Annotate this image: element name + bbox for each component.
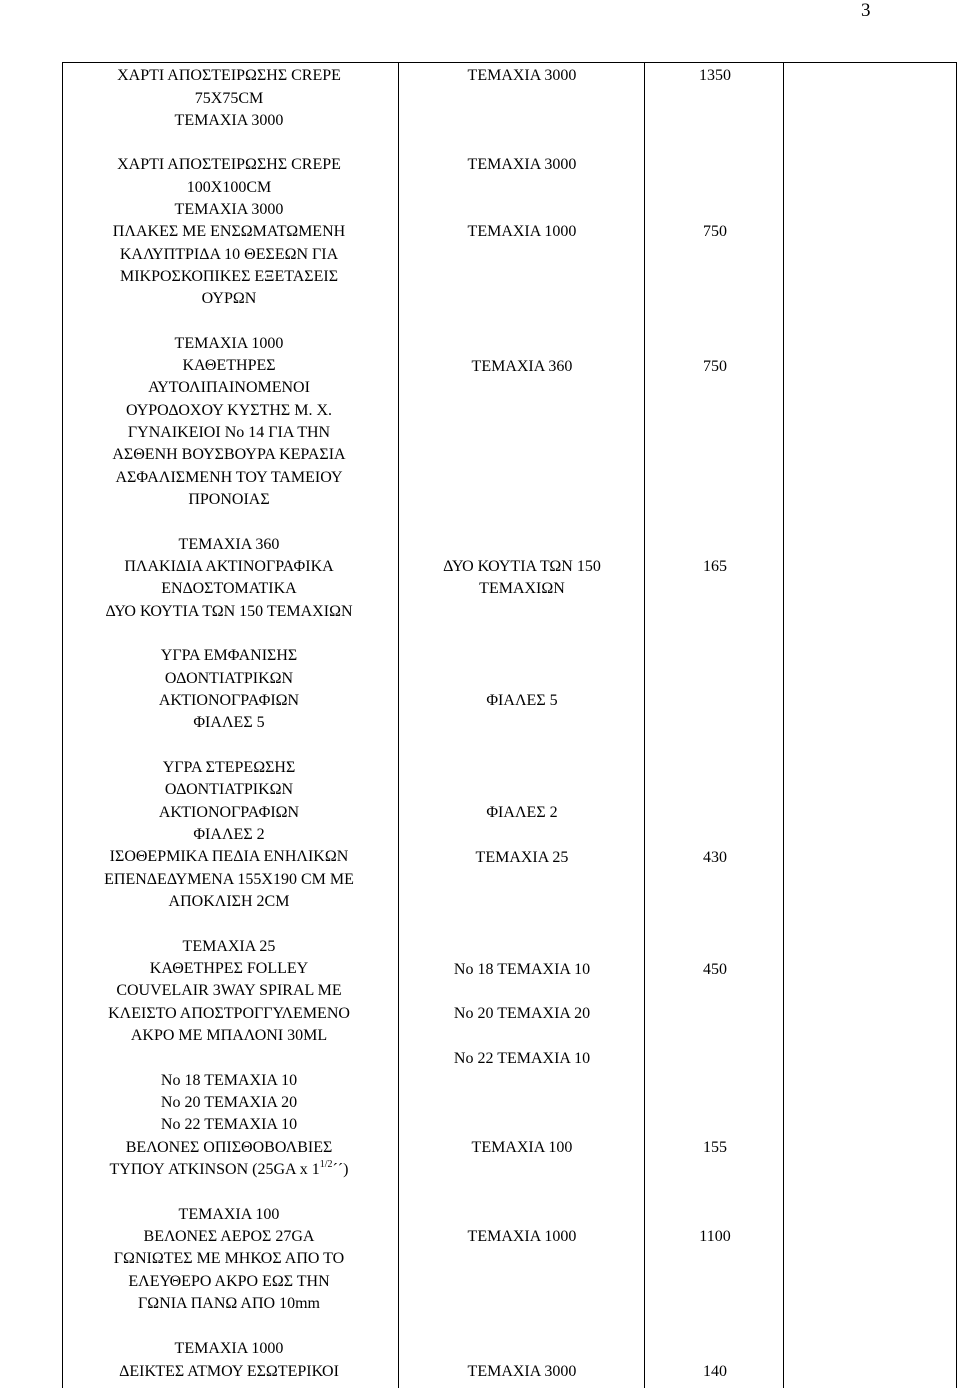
row-10-description-tail: ´´): [332, 1161, 349, 1178]
row-9-quantity-line-1: Νο 18 ΤΕΜΑΧΙΑ 10: [453, 961, 591, 978]
row-10-price: 155: [703, 1139, 727, 1156]
row-12-price: 140: [703, 1363, 727, 1380]
page-number: 3: [861, 0, 871, 21]
row-3-description-line-6: ΤΕΜΑΧΙΑ 1000: [174, 335, 284, 352]
row-11-description-line-6: ΤΕΜΑΧΙΑ 1000: [174, 1340, 284, 1357]
row-9-description-line-2: COUVELAIR 3WAY SPIRAL ΜΕ: [116, 982, 342, 999]
row-3-price: 750: [703, 223, 727, 240]
row-12-description: ΔΕΙΚΤΕΣ ΑΤΜΟΥ ΕΣΩΤΕΡΙΚΟΙ: [119, 1363, 339, 1380]
row-10-description-line-2: [64, 1159, 394, 1183]
row-1-quantity: ΤΕΜΑΧΙΑ 3000: [467, 67, 577, 84]
row-5-quantity-line-1: ΔΥΟ ΚΟΥΤΙΑ ΤΩΝ 150: [443, 558, 601, 575]
row-12-quantity: ΤΕΜΑΧΙΑ 3000: [467, 1363, 577, 1380]
table-border-right: [956, 62, 957, 1388]
row-6-description-line-4: ΦΙΑΛΕΣ 5: [193, 714, 265, 731]
row-4-description-line-2: ΑΥΤΟΛΙΠΑΙΝΟΜΕΝΟΙ: [148, 379, 310, 396]
row-9-description-line-1: ΚΑΘΕΤΗΡΕΣ FOLLEY: [149, 960, 309, 977]
row-5-price: 165: [703, 558, 727, 575]
row-1-description-line-3: ΤΕΜΑΧΙΑ 3000: [174, 112, 284, 129]
table-border-left: [62, 62, 63, 1388]
row-10-description-line-4: ΤΕΜΑΧΙΑ 100: [178, 1206, 280, 1223]
row-2-description-line-1: ΧΑΡΤΙ ΑΠΟΣΤΕΙΡΩΣΗΣ CREPE: [117, 156, 341, 173]
row-3-description-line-3: ΜΙΚΡΟΣΚΟΠΙΚΕΣ ΕΞΕΤΑΣΕΙΣ: [119, 268, 338, 285]
row-8-price: 430: [703, 849, 727, 866]
row-8-quantity: ΤΕΜΑΧΙΑ 25: [475, 849, 569, 866]
row-7-description-line-3: ΑΚΤΙΟΝΟΓΡΑΦΙΩΝ: [158, 804, 300, 821]
row-10-description-superscript: 1/2: [319, 1159, 333, 1170]
row-7-description-line-1: ΥΓΡΑ ΣΤΕΡΕΩΣΗΣ: [162, 759, 296, 776]
row-4-description-line-9: ΤΕΜΑΧΙΑ 360: [178, 536, 280, 553]
row-4-description-line-1: ΚΑΘΕΤΗΡΕΣ: [182, 357, 276, 374]
row-7-description-line-4: ΦΙΑΛΕΣ 2: [193, 826, 265, 843]
row-11-description-line-4: ΓΩΝΙΑ ΠΑΝΩ ΑΠΟ 10mm: [138, 1295, 320, 1312]
column-divider-3: [783, 62, 784, 1388]
row-8-description-line-3: ΑΠΟΚΛΙΣΗ 2CM: [168, 893, 290, 910]
row-11-quantity: ΤΕΜΑΧΙΑ 1000: [467, 1228, 577, 1245]
row-11-description-line-1: ΒΕΛΟΝΕΣ ΑΕΡΟΣ 27GA: [143, 1228, 315, 1245]
row-9-description-line-8: Νο 22 ΤΕΜΑΧΙΑ 10: [160, 1116, 298, 1133]
column-divider-2: [644, 62, 645, 1388]
row-7-quantity: ΦΙΑΛΕΣ 2: [486, 804, 558, 821]
row-10-description-line-1: ΒΕΛΟΝΕΣ ΟΠΙΣΘΟΒΟΛΒΙΕΣ: [125, 1139, 333, 1156]
row-11-description-line-3: ΕΛΕΥΘΕΡΟ ΑΚΡΟ ΕΩΣ ΤΗΝ: [128, 1273, 330, 1290]
row-9-description-line-7: Νο 20 ΤΕΜΑΧΙΑ 20: [160, 1094, 298, 1111]
row-7-description-line-2: ΟΔΟΝΤΙΑΤΡΙΚΩΝ: [164, 781, 294, 798]
row-2-quantity: ΤΕΜΑΧΙΑ 3000: [467, 156, 577, 173]
row-11-price: 1100: [699, 1228, 731, 1245]
row-3-description-line-1: ΠΛΑΚΕΣ ΜΕ ΕΝΣΩΜΑΤΩΜΕΝΗ: [112, 223, 346, 240]
row-6-description-line-1: ΥΓΡΑ ΕΜΦΑΝΙΣΗΣ: [160, 647, 298, 664]
row-2-description-line-3: ΤΕΜΑΧΙΑ 3000: [174, 201, 284, 218]
row-6-description-line-3: ΑΚΤΙΟΝΟΓΡΑΦΙΩΝ: [158, 692, 300, 709]
row-9-description-line-6: Νο 18 ΤΕΜΑΧΙΑ 10: [160, 1072, 298, 1089]
row-5-description-line-1: ΠΛΑΚΙΔΙΑ ΑΚΤΙΝΟΓΡΑΦΙΚΑ: [124, 558, 334, 575]
row-6-quantity: ΦΙΑΛΕΣ 5: [486, 692, 558, 709]
row-6-description-line-2: ΟΔΟΝΤΙΑΤΡΙΚΩΝ: [164, 670, 294, 687]
row-4-description-line-6: ΑΣΦΑΛΙΣΜΕΝΗ ΤΟΥ ΤΑΜΕΙΟΥ: [115, 469, 343, 486]
row-4-description-line-3: ΟΥΡΟΔΟΧΟΥ ΚΥΣΤΗΣ Μ. Χ.: [125, 402, 333, 419]
row-1-description-line-2: 75Χ75CM: [194, 90, 264, 107]
row-4-description-line-5: ΑΣΘΕΝΗ ΒΟΥΣΒΟΥΡΑ ΚΕΡΑΣΙΑ: [112, 446, 346, 463]
row-3-description-line-2: ΚΑΛΥΠΤΡΙΔΑ 10 ΘΕΣΕΩΝ ΓΙΑ: [119, 246, 339, 263]
row-2-description-line-2: 100Χ100CM: [186, 179, 272, 196]
row-4-quantity: ΤΕΜΑΧΙΑ 360: [471, 358, 573, 375]
row-10-description-line-2-text: ΤΥΠΟΥ ATKINSON (25GA x 1: [109, 1161, 320, 1178]
row-4-description-line-7: ΠΡΟΝΟΙΑΣ: [188, 491, 270, 508]
row-1-description-line-1: ΧΑΡΤΙ ΑΠΟΣΤΕΙΡΩΣΗΣ CREPE: [117, 67, 341, 84]
row-8-description-line-5: ΤΕΜΑΧΙΑ 25: [182, 938, 276, 955]
row-9-quantity-line-3: Νο 22 ΤΕΜΑΧΙΑ 10: [453, 1050, 591, 1067]
row-5-description-line-2: ΕΝΔΟΣΤΟΜΑΤΙΚΑ: [161, 580, 297, 597]
column-divider-1: [398, 62, 399, 1388]
row-9-quantity-line-2: Νο 20 ΤΕΜΑΧΙΑ 20: [453, 1005, 591, 1022]
row-1-price: 1350: [699, 67, 731, 84]
row-9-price: 450: [703, 961, 727, 978]
row-11-description-line-2: ΓΩΝΙΩΤΕΣ ΜΕ ΜΗΚΟΣ ΑΠΟ ΤΟ: [113, 1250, 345, 1267]
row-4-price: 750: [703, 358, 727, 375]
row-3-quantity: ΤΕΜΑΧΙΑ 1000: [467, 223, 577, 240]
row-5-quantity-line-2: ΤΕΜΑΧΙΩΝ: [479, 580, 565, 597]
row-8-description-line-2: ΕΠΕΝΔΕΔΥΜΕΝΑ 155Χ190 CM ΜΕ: [104, 871, 354, 888]
row-8-description-line-1: ΙΣΟΘΕΡΜΙΚΑ ΠΕΔΙΑ ΕΝΗΛΙΚΩΝ: [109, 848, 349, 865]
row-5-description-line-3: ΔΥΟ ΚΟΥΤΙΑ ΤΩΝ 150 ΤΕΜΑΧΙΩΝ: [105, 603, 353, 620]
row-10-quantity: ΤΕΜΑΧΙΑ 100: [471, 1139, 573, 1156]
row-4-description-line-4: ΓΥΝΑΙΚΕΙΟΙ Νο 14 ΓΙΑ ΤΗΝ: [127, 424, 331, 441]
row-9-description-line-3: ΚΛΕΙΣΤΟ ΑΠΟΣΤΡΟΓΓΥΛΕΜΕΝΟ: [108, 1005, 350, 1022]
row-3-description-line-4: ΟΥΡΩΝ: [201, 290, 257, 307]
row-9-description-line-4: ΑΚΡΟ ΜΕ ΜΠΑΛΟΝΙ 30ML: [130, 1027, 328, 1044]
